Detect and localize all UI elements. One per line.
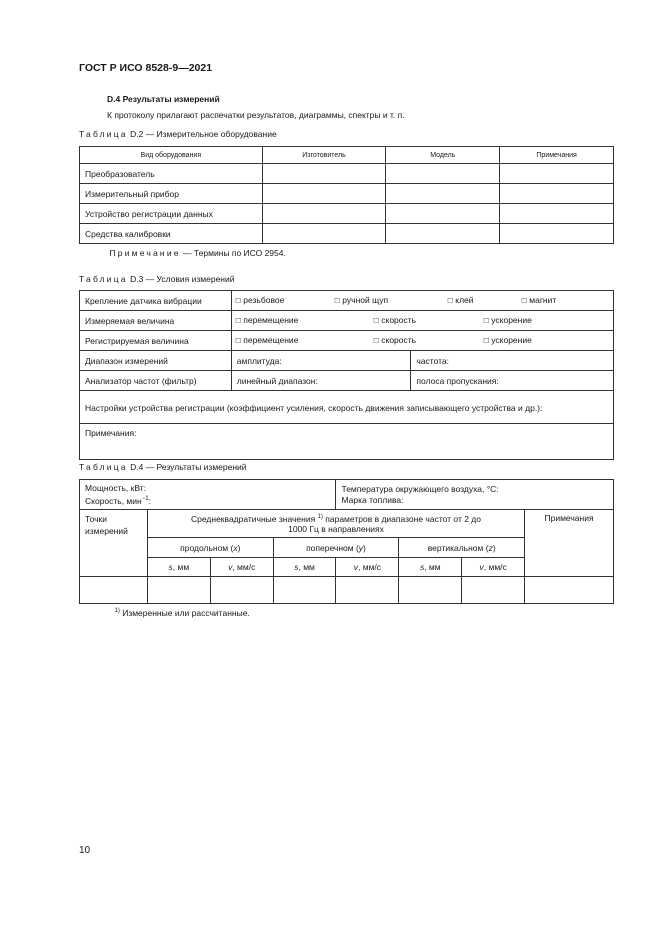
empty-cell[interactable] [273,577,336,604]
empty-cell[interactable] [210,577,273,604]
amplitude-field[interactable]: амплитуда: [231,351,411,371]
table-d3 [79,290,614,460]
table-footnote: $^{1)}$ Измеренные или рассчитанные. [80,604,614,622]
empty-cell[interactable] [262,164,386,184]
empty-cell[interactable] [386,224,500,244]
measured-options [231,311,613,331]
table-row [80,331,614,351]
power-label: Мощность, кВт: [85,482,146,493]
table-row [80,224,614,244]
measured-option-displacement[interactable]: □ перемещение [235,315,299,325]
empty-cell[interactable] [386,184,500,204]
recorded-quantity-label: Регистрируемая величина [80,331,232,351]
table-row [80,164,614,184]
empty-cell[interactable] [262,184,386,204]
mounting-options [231,291,613,311]
analyzer-label: Анализатор частот (фильтр) [80,371,232,391]
empty-cell[interactable] [336,577,399,604]
table-note: Примечание — Термины по ИСО 2954. [80,244,614,262]
fuel-label: Марка топлива: [341,494,404,505]
empty-cell[interactable] [399,577,462,604]
empty-cell[interactable] [147,577,210,604]
equipment-type-cell: Измерительный прибор [80,184,263,204]
measured-option-acceleration[interactable]: □ ускорение [483,315,532,325]
section-intro: К протоколу прилагают распечатки результатов, диаграммы, спектры и т. п. [107,110,405,120]
mounting-label: Крепление датчика вибрации [80,291,232,311]
equipment-type-cell: Устройство регистрации данных [80,204,263,224]
unit-s-mm: s, мм [273,558,336,577]
column-header: Вид оборудования [80,147,263,164]
empty-cell[interactable] [500,184,614,204]
unit-s-mm: s, мм [147,558,210,577]
linear-range-field[interactable]: линейный диапазон: [231,371,411,391]
empty-cell[interactable] [500,224,614,244]
table-d2 [79,146,614,261]
recorded-option-acceleration[interactable]: □ ускорение [483,335,532,345]
direction-vertical: вертикальном (z) [399,538,525,558]
table-row [80,204,614,224]
table-row [80,351,614,371]
recorded-options [231,331,613,351]
column-header: Изготовитель [262,147,386,164]
frequency-field[interactable]: частота: [411,351,614,371]
rms-header: Среднеквадратичные значения $^{1)}$ параметров в диапазоне частот от 2 до 1000 Гц в направлениях [147,510,524,538]
table-header-row [80,147,614,164]
table-row [80,184,614,204]
notes-header: Примечания [525,510,614,577]
empty-cell[interactable] [386,164,500,184]
mounting-option-magnet[interactable]: □ магнит [521,295,557,305]
table-row [80,291,614,311]
measured-option-velocity[interactable]: □ скорость [373,315,417,325]
unit-v-mm-s: v, мм/с [462,558,525,577]
measured-quantity-label: Измеряемая величина [80,311,232,331]
column-header: Модель [386,147,500,164]
table-footnote-row [80,604,614,622]
empty-cell[interactable] [525,577,614,604]
bandwidth-field[interactable]: полоса пропускания: [411,371,614,391]
unit-v-mm-s: v, мм/с [336,558,399,577]
mounting-option-hand-probe[interactable]: □ ручной щуп [334,295,389,305]
range-label: Диапазон измерений [80,351,232,371]
table-d2-caption: Таблица D.2 — Измерительное оборудование [79,129,277,139]
empty-cell[interactable] [462,577,525,604]
table-row [80,391,614,424]
remarks-field[interactable]: Примечания: [80,424,614,460]
points-header: Точки измерений [80,510,148,577]
temperature-fuel-field[interactable] [336,480,614,510]
table-row [80,311,614,331]
page-number: 10 [79,845,91,856]
table-row [80,424,614,460]
temperature-label: Температура окружающего воздуха, °С: [341,483,499,494]
direction-longitudinal: продольном (x) [147,538,273,558]
table-d4 [79,479,614,621]
table-row [80,510,614,538]
empty-cell[interactable] [500,204,614,224]
recorder-settings-field[interactable]: Настройки устройства регистрации (коэффициент усиления, скорость движения записывающего устройства и др.): [80,391,614,424]
empty-cell[interactable] [386,204,500,224]
table-note-row [80,244,614,262]
mounting-option-glue[interactable]: □ клей [447,295,474,305]
power-speed-field[interactable] [80,480,336,510]
unit-s-mm: s, мм [399,558,462,577]
speed-label: Скорость, мин$^{-1}$: [85,495,151,506]
equipment-type-cell: Преобразователь [80,164,263,184]
recorded-option-velocity[interactable]: □ скорость [373,335,417,345]
recorded-option-displacement[interactable]: □ перемещение [235,335,299,345]
empty-cell[interactable] [262,224,386,244]
direction-transverse: поперечном (y) [273,538,399,558]
table-d3-caption: Таблица D.3 — Условия измерений [79,274,235,284]
section-title: D.4 Результаты измерений [107,94,220,104]
table-row [80,480,614,510]
empty-cell[interactable] [80,577,148,604]
table-row [80,371,614,391]
unit-v-mm-s: v, мм/с [210,558,273,577]
equipment-type-cell: Средства калибровки [80,224,263,244]
table-d4-caption: Таблица D.4 — Результаты измерений [79,462,247,472]
mounting-option-threaded[interactable]: □ резьбовое [235,295,285,305]
column-header: Примечания [500,147,614,164]
empty-cell[interactable] [262,204,386,224]
empty-cell[interactable] [500,164,614,184]
document-header: ГОСТ Р ИСО 8528-9—2021 [79,62,213,74]
table-row [80,577,614,604]
